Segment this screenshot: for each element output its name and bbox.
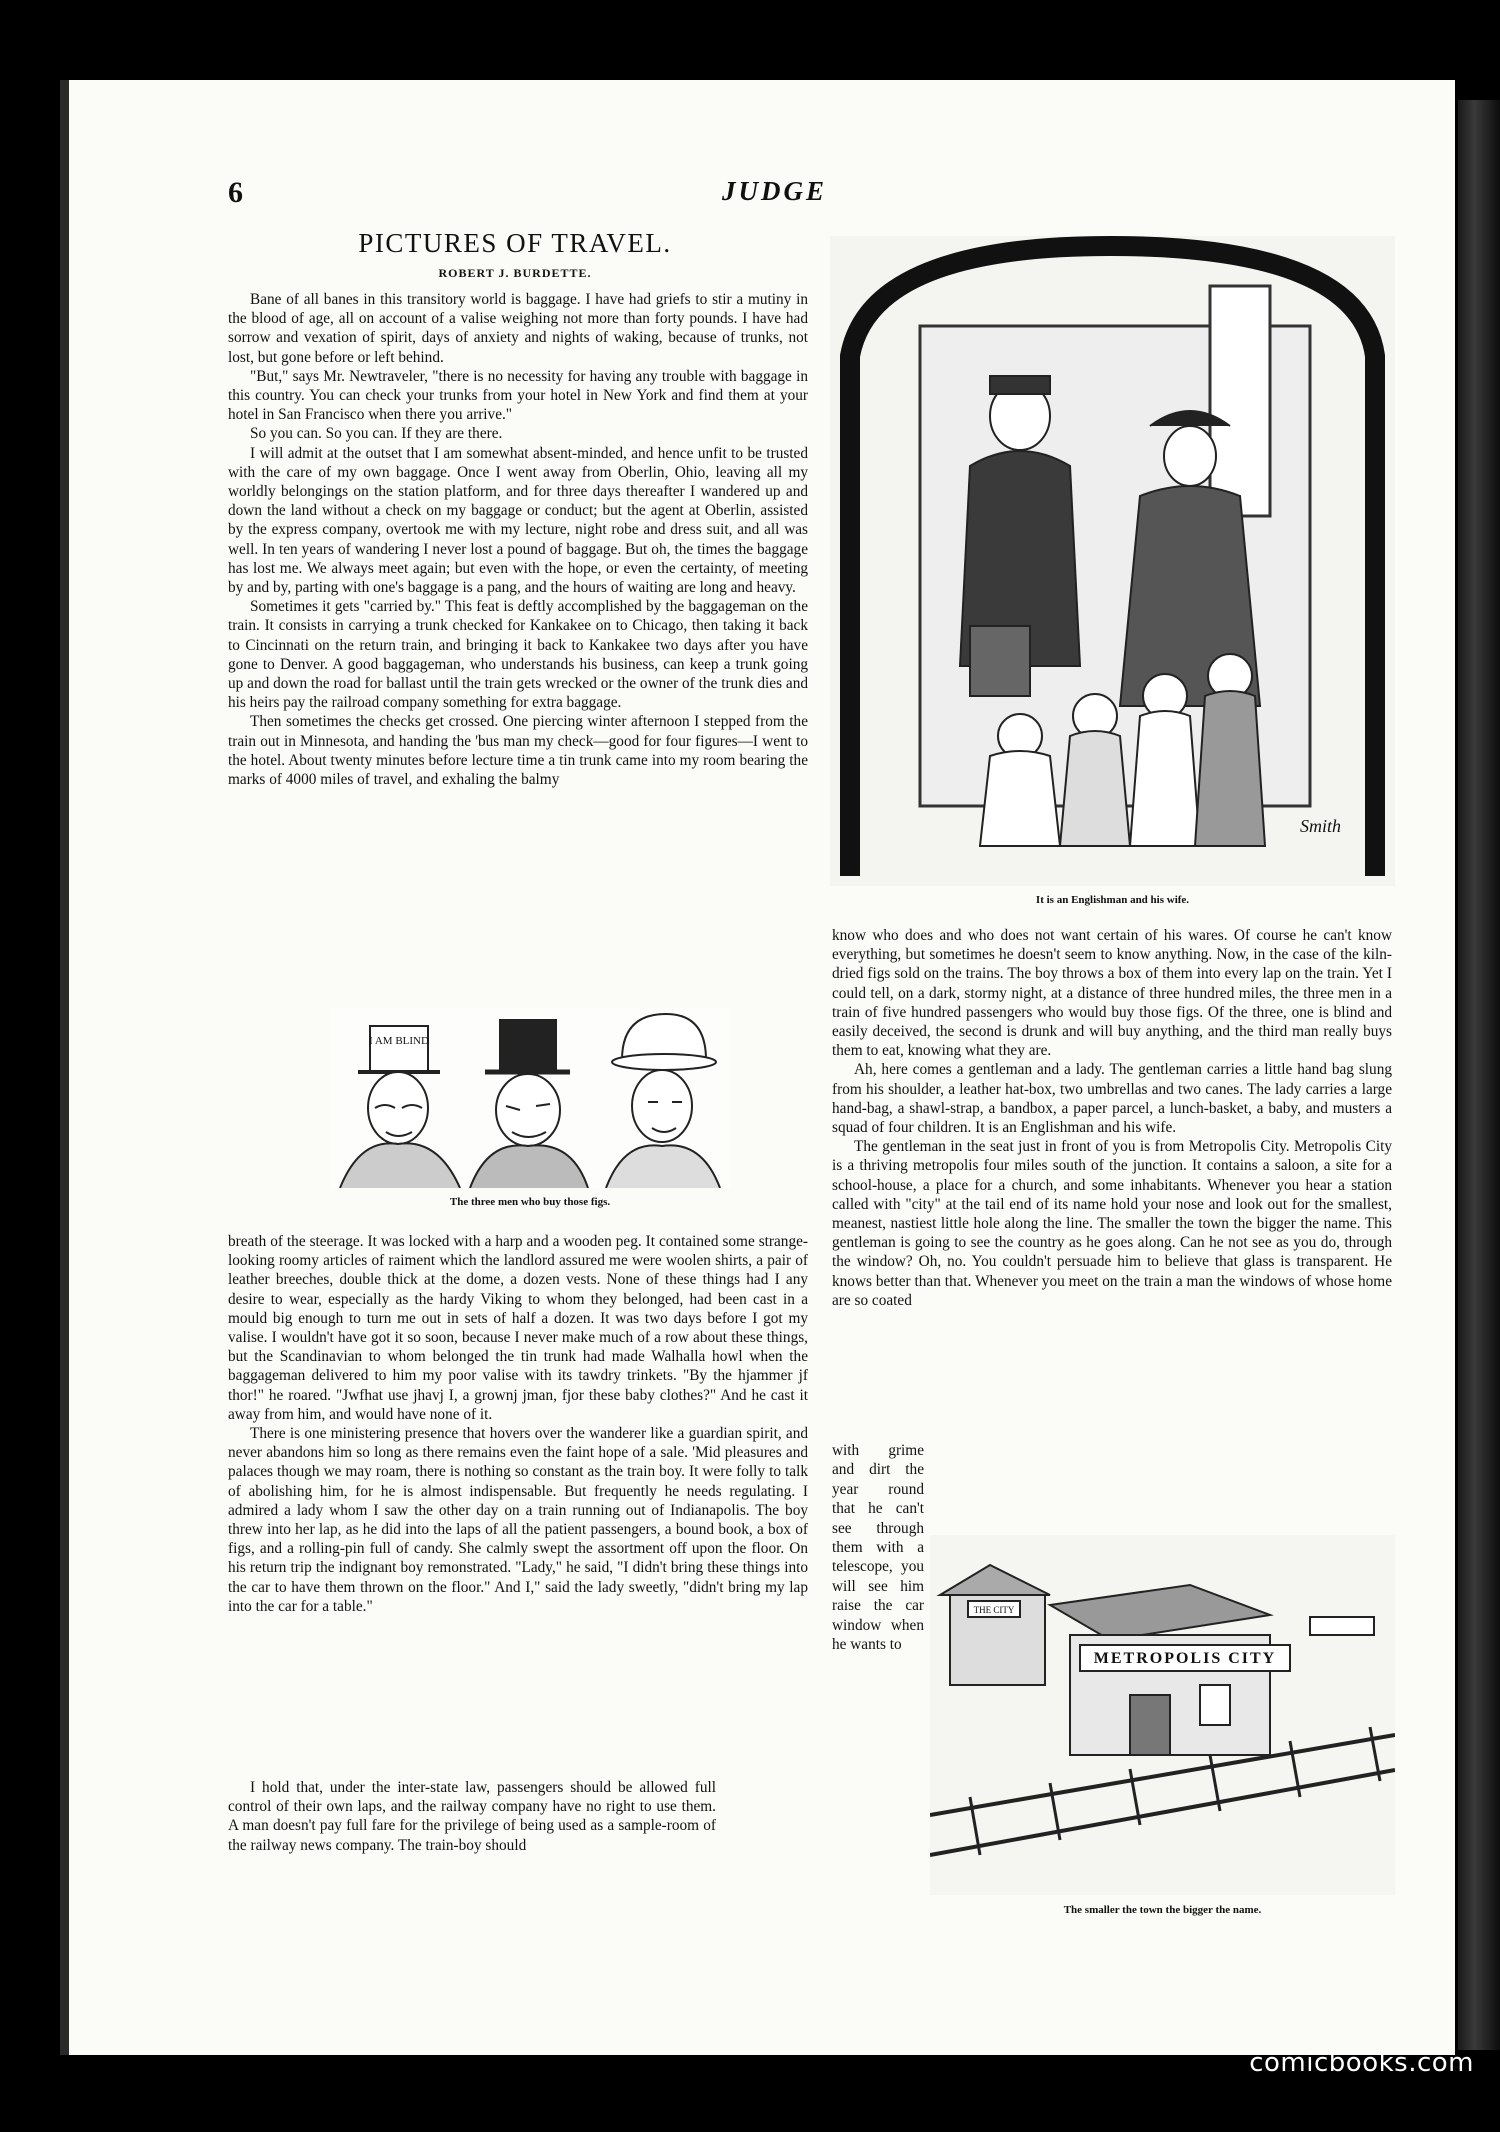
three-men-illustration [330, 1008, 730, 1188]
column-1-lower [228, 1232, 808, 1616]
station-illustration [930, 1535, 1395, 1895]
station-drawing [930, 1535, 1395, 1895]
paragraph: Then sometimes the checks get crossed. One piercing winter afternoon I stepped from the train out in Minnesota, and handing the 'bus man my check—good for four figures—I went to the hotel. About twenty minutes before lecture time a tin trunk came into my room bearing the marks of 4000 miles of travel, and exhaling the balmy [228, 713, 808, 789]
paragraph: I will admit at the outset that I am somewhat absent-minded, and hence unfit to be trusted with the care of my own baggage. Once I went away from Oberlin, Ohio, leaving all my worldly belongings on the station platform, and for three days thereafter I wandered up and down the land without a check on my baggage or conduct; but the agent at Oberlin, assisted by the express company, overtook me with my lecture, night robe and dress suit, and all was well. In ten years of wandering I never lost a pound of baggage. But oh, the times the baggage has lost me. We always meet again; but even with the hope, or even the certainty, of meeting by and by, parting with one's baggage is a pang, and the hours of waiting are long and heavy. [228, 444, 808, 597]
column-1-bottom [228, 1778, 716, 1855]
station-sign-text: METROPOLIS CITY [1093, 1650, 1277, 1667]
page-number: 6 [228, 176, 243, 209]
three-men-caption: The three men who buy those figs. [449, 1196, 611, 1208]
paragraph: with grime and dirt the year round that he can't see through them with a telescope, you will see him raise the car window when he wants to [832, 1442, 924, 1654]
paragraph: So you can. So you can. If they are there. [250, 425, 503, 443]
page-edge-shadow [60, 80, 69, 2055]
paragraph: know who does and who does not want certain of his wares. Of course he can't know everything, but sometimes he doesn't seem to know anything. Now, in the case of the kiln-dried figs sold on the trains. The boy throws a box of them into every lap on the train. Yet I could tell, on a dark, stormy night, at a distance of three hundred miles, the three men in a train of five hundred passengers who would buy those figs. Of the three, one is blind and easily deceived, the second is drunk and will buy anything, and the third man really buys them to eat, knowing what they are. [832, 927, 1392, 1060]
artist-signature: Smith [1300, 816, 1342, 836]
paragraph: I hold that, under the inter-state law, passengers should be allowed full control of their own laps, and the railway company have no right to use them. A man doesn't pay full fare for the privilege of being used as a sample-room of the railway news company. The train-boy should [228, 1779, 716, 1854]
column-2-wrap-text [832, 1441, 924, 1654]
family-caption: It is an Englishman and his wife. [1035, 894, 1190, 906]
hat-sign-text: I AM BLIND [369, 1035, 429, 1047]
paragraph: breath of the steerage. It was locked with a harp and a wooden peg. It contained some strange-looking roomy articles of raiment which the landlord assured me were woolen shirts, a pair of leather breeches, double thick at the dome, a dozen vests. None of these things had I any desire to wear, especially as the hardy Viking to whom they belonged, had been cast in a mould big enough to turn me out in sets of half a dozen. It was two days before I got my valise. I wouldn't have got it so soon, because I never make much of a row about these things, but the Scandinavian to whom belonged the tin trunk had made Walhalla howl when the baggageman delivered to him my poor valise with its tawdry trinkets. "By the hjammer jf thor!" he roared. "Jwfhat use jhavj I, a grownj jman, fjor these baby clothes?" And he cast it away from him, and would have none of it. [228, 1233, 808, 1423]
site-watermark: comicbooks.com [1249, 2048, 1474, 2078]
family-illustration [830, 236, 1395, 886]
shed-sign-text: THE CITY [973, 1605, 1015, 1615]
three-men-drawing [330, 1008, 730, 1188]
paragraph: Sometimes it gets "carried by." This feat is deftly accomplished by the baggageman on the train. It consists in carrying a trunk checked for Kankakee on to Chicago, then taking it back to Cincinnati on the return train, and bringing it back to Kankakee two days after you have gone to Denver. A good baggageman, who understands his business, can keep a trunk going up and down the road for ballast until the train gets wrecked or the owner of the trunk dies and his heirs pay the railroad company something for extra baggage. [228, 598, 808, 712]
column-2 [832, 926, 1392, 1310]
book-spine [1458, 100, 1500, 2050]
station-caption: The smaller the town the bigger the name. [1063, 1904, 1262, 1916]
paragraph: "But," says Mr. Newtraveler, "there is no necessity for having any trouble with baggage in this country. You can check your trunks from your hotel in New York and find them at your hotel in San Francisco when there you arrive." [228, 367, 808, 424]
magazine-masthead: JUDGE [722, 176, 828, 206]
article-byline: ROBERT J. BURDETTE. [438, 266, 592, 280]
paragraph: There is one ministering presence that hovers over the wanderer like a guardian spirit, and never abandons him so long as there remains even the faint hope of a sale. 'Mid pleasures and palaces though we may roam, there is nothing so constant as the train boy. It were folly to talk of abolishing him, for he is almost indispensable. But frequently he needs regulating. I admired a lady whom I saw the other day on a train running out of Indianapolis. The boy threw into her lap, as he did into the laps of all the patient passengers, a bound book, a box of figs, and a rolling-pin full of candy. She calmly swept the assortment off upon the floor. On his return trip the indignant boy remonstrated. "Lady," he said, "I didn't bring these things into the car to have them thrown on the floor." And I," said the lady sweetly, "didn't bring my lap into the car for a table." [228, 1425, 808, 1615]
paragraph: Bane of all banes in this transitory world is baggage. I have had griefs to stir a mutiny in the blood of age, all on account of a valise weighing not more than forty pounds. I have had sorrow and vexation of spirit, days of anxiety and nights of waking, because of trunks, not lost, but gone before or left behind. [228, 291, 808, 366]
family-drawing [830, 236, 1395, 886]
article-title: PICTURES OF TRAVEL. [358, 228, 672, 258]
paragraph: Ah, here comes a gentleman and a lady. The gentleman carries a little hand bag slung from his shoulder, a leather hat-box, two umbrellas and two canes. The lady carries a large hand-bag, a shawl-strap, a bandbox, a paper parcel, a lunch-basket, a baby, and musters a squad of four children. It is an Englishman and his wife. [832, 1061, 1392, 1137]
paragraph: The gentleman in the seat just in front of you is from Metropolis City. Metropolis City is a thriving metropolis four miles south of the junction. It contains a saloon, a site for a school-house, a place for a church, and some inhabitants. Whenever you hear a station called with "city" at the tail end of its name hold your nose and look out for the smallest, meanest, nastiest little hole along the line. The smaller the town the bigger the name. This gentleman is going to see the country as he goes along. Can he not see as you do, through the window? Oh, no. You couldn't persuade him to believe that glass is transparent. He knows better than that. Whenever you meet on the train a man the windows of whose home are so coated [832, 1138, 1392, 1309]
column-1-upper [228, 290, 808, 789]
